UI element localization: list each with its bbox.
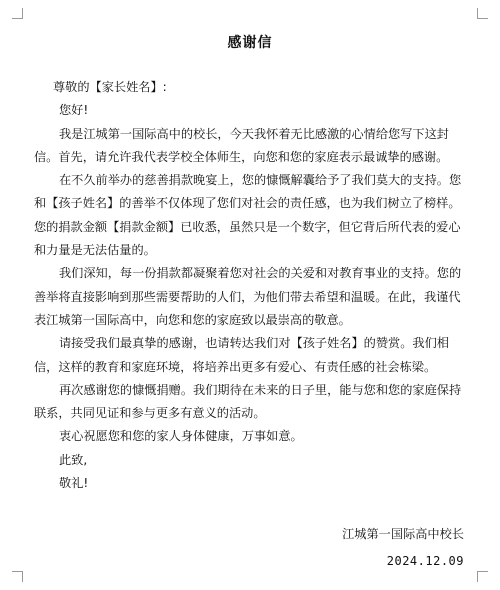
paragraph-appreciation: 我们深知，每一份捐款都凝聚着您对社会的关爱和对教育事业的支持。您的善举将直接影响到那些需要帮助的人们，为他们带去希望和温暖。在此，我谨代表江城第一国际高中，向您和您的家庭致以最崇高的敬意。 (34, 266, 462, 327)
paragraph-wishes: 衷心祝愿您和您的家人身体健康，万事如意。 (59, 429, 303, 444)
paragraph-donation: 在不久前举办的慈善捐款晚宴上，您的慷慨解囊给予了我们莫大的支持。您和【孩子姓名】的善举不仅体现了您们对社会的责任感，也为我们树立了榜样。您的捐款金额【捐款金额】已收悉，虽然只是一个数字，但它背后所代表的爱心和力量是无法估量的。 (34, 173, 462, 258)
letter-body (34, 76, 472, 495)
paragraph-future: 再次感谢您的慷慨捐赠。我们期待在未来的日子里，能与您和您的家庭保持联系，共同见证和参与更多有意义的活动。 (34, 382, 462, 421)
greeting: 您好! (59, 103, 89, 118)
crop-mark-bottom-left (12, 571, 23, 582)
crop-mark-top-left (12, 8, 23, 19)
letter-date: 2024.12.09 (386, 554, 464, 568)
crop-mark-bottom-right (477, 571, 488, 582)
letter-title: 感谢信 (227, 35, 273, 51)
signature: 江城第一国际高中校长 (342, 527, 464, 541)
closing-line-1: 此致, (59, 452, 88, 467)
salutation: 尊敬的【家长姓名】: (53, 80, 167, 94)
paragraph-child-praise: 请接受我们最真挚的感谢，也请转达我们对【孩子姓名】的赞赏。我们相信，这样的教育和家庭环境，将培养出更多有爱心、有责任感的社会栋梁。 (34, 336, 449, 374)
crop-mark-top-right (477, 8, 488, 19)
closing-line-2: 敬礼! (59, 476, 89, 491)
paragraph-intro: 我是江城第一国际高中的校长，今天我怀着无比感激的心情给您写下这封信。首先，请允许我代表学校全体师生，向您和您的家庭表示最诚挚的感谢。 (34, 126, 449, 164)
